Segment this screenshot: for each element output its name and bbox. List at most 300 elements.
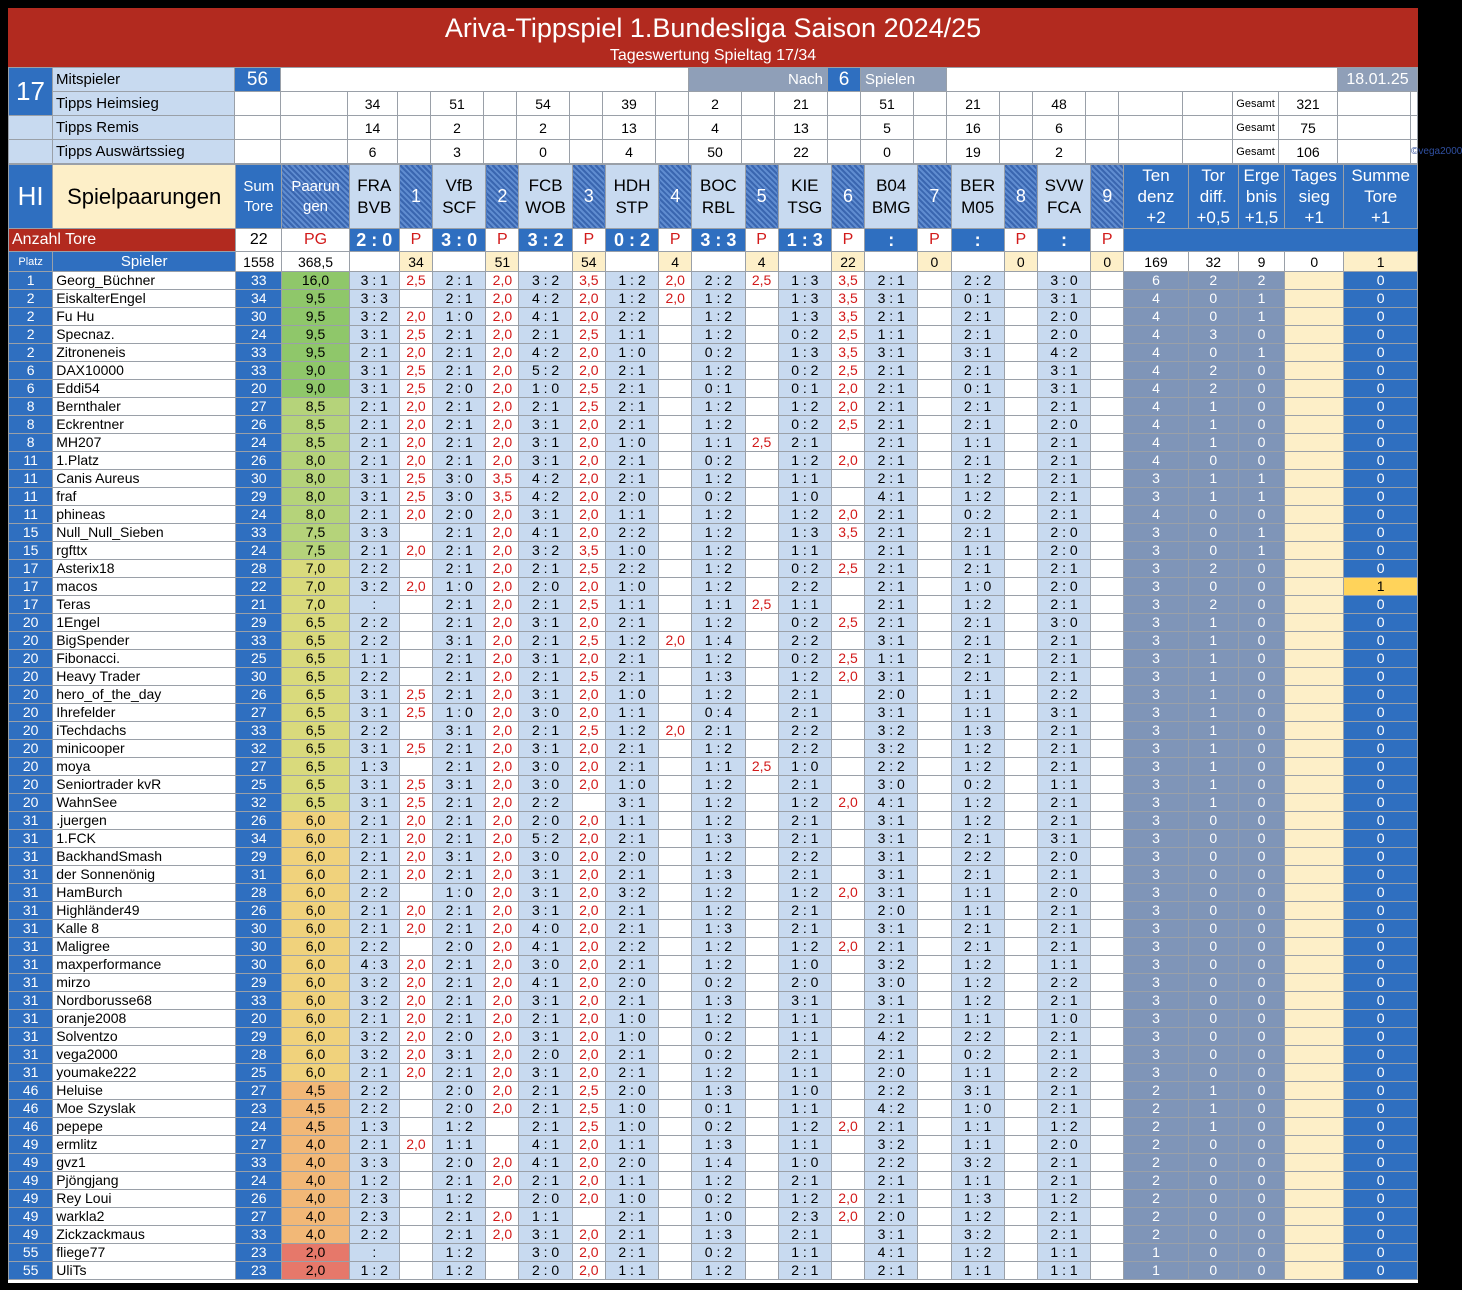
rank: 46 (9, 1100, 53, 1118)
spreadsheet (8, 8, 1462, 1283)
tip-points (831, 1028, 864, 1046)
tip: 1 : 2 (692, 650, 745, 668)
tip-points: 2,5 (831, 326, 864, 344)
tip: 2 : 1 (865, 470, 918, 488)
table-row (9, 758, 1418, 776)
tip: 4 : 2 (865, 1028, 918, 1046)
ergebnis: 0 (1238, 956, 1284, 974)
tordiff: 0 (1188, 578, 1238, 596)
tip: 1 : 2 (605, 722, 658, 740)
summe-tore: 0 (1344, 1172, 1418, 1190)
cell (778, 252, 831, 272)
tip: 3 : 1 (865, 830, 918, 848)
tip: 4 : 3 (349, 956, 399, 974)
tip-points: 2,0 (486, 758, 519, 776)
tip-points: 2,0 (572, 920, 605, 938)
tips-total: 106 (1279, 140, 1338, 164)
tip: 2 : 1 (433, 452, 486, 470)
tip: 2 : 1 (865, 1262, 918, 1280)
tip: 1 : 2 (951, 470, 1004, 488)
tip: 2 : 1 (1037, 938, 1090, 956)
tagessieg (1285, 1010, 1344, 1028)
tip: 2 : 1 (778, 866, 831, 884)
summe-tore: 0 (1344, 650, 1418, 668)
tip: 2 : 2 (349, 1226, 399, 1244)
tip: 0 : 2 (951, 1046, 1004, 1064)
tordiff: 1 (1188, 704, 1238, 722)
tagessieg (1285, 650, 1344, 668)
player-name: EiskalterEngel (53, 290, 236, 308)
cell (235, 116, 281, 140)
tip-points: 2,0 (399, 956, 432, 974)
cell (865, 252, 918, 272)
tip: 0 : 1 (692, 1100, 745, 1118)
tip-points (918, 506, 951, 524)
tip-points: 2,5 (399, 776, 432, 794)
tip-points (1004, 614, 1037, 632)
tip: 1 : 2 (433, 1262, 486, 1280)
tip: 2 : 1 (605, 956, 658, 974)
tip: 3 : 1 (349, 794, 399, 812)
cell (828, 140, 861, 164)
tip: 2 : 1 (433, 290, 486, 308)
tip: 2 : 0 (865, 1208, 918, 1226)
tip-points: 2,0 (831, 1208, 864, 1226)
tip-points: 2,0 (399, 1046, 432, 1064)
tip-points (659, 1046, 692, 1064)
tip-points (831, 740, 864, 758)
tip: 2 : 1 (349, 1064, 399, 1082)
tip-points (1004, 560, 1037, 578)
tip: 3 : 2 (349, 992, 399, 1010)
tip-points (1091, 1064, 1124, 1082)
tip-points (659, 830, 692, 848)
tip: 2 : 0 (1037, 326, 1090, 344)
player-name: Heavy Trader (53, 668, 236, 686)
tip: 3 : 3 (349, 290, 399, 308)
tip: 1 : 1 (951, 1118, 1004, 1136)
match-header-3: FCB WOB (519, 165, 572, 229)
match-result-8: : (951, 229, 1004, 252)
tip: 2 : 1 (1037, 794, 1090, 812)
tips-total: 75 (1279, 116, 1338, 140)
tip-points: 3,5 (572, 542, 605, 560)
tips-value: 3 (431, 140, 484, 164)
tip-points: 2,5 (745, 758, 778, 776)
tip: 2 : 1 (778, 830, 831, 848)
tip: 3 : 0 (519, 848, 572, 866)
tip: 1 : 2 (951, 596, 1004, 614)
tip-points (745, 650, 778, 668)
player-name: iTechdachs (53, 722, 236, 740)
tip: 2 : 1 (433, 866, 486, 884)
tip-points (918, 632, 951, 650)
table-row (9, 1064, 1418, 1082)
tordiff: 0 (1188, 1244, 1238, 1262)
match-sum-8: 0 (1004, 252, 1037, 272)
tip: 5 : 2 (519, 830, 572, 848)
tip-points (745, 794, 778, 812)
tip: 2 : 0 (433, 1154, 486, 1172)
tip-points (745, 578, 778, 596)
tip: 2 : 1 (433, 830, 486, 848)
tip-points: 2,5 (399, 470, 432, 488)
cell (656, 140, 689, 164)
ergebnis: 1 (1238, 488, 1284, 506)
score: 6,5 (282, 722, 349, 740)
tip: 0 : 2 (778, 362, 831, 380)
summe-tore: 0 (1344, 326, 1418, 344)
tip: 3 : 0 (519, 1244, 572, 1262)
tendenz: 3 (1124, 776, 1188, 794)
tendenz: 2 (1124, 1118, 1188, 1136)
tip-points (659, 1172, 692, 1190)
tip-points (1004, 812, 1037, 830)
tip-points (399, 290, 432, 308)
tip: 1 : 2 (692, 812, 745, 830)
tordiff: 2 (1188, 362, 1238, 380)
tip: 2 : 1 (951, 632, 1004, 650)
ergebnis: 0 (1238, 1226, 1284, 1244)
tip: 3 : 1 (865, 848, 918, 866)
tip: 2 : 1 (951, 452, 1004, 470)
tip: 2 : 1 (951, 938, 1004, 956)
tip-points (1004, 794, 1037, 812)
match-sum-6: 22 (831, 252, 864, 272)
tip-points (918, 686, 951, 704)
tip: 0 : 2 (692, 1028, 745, 1046)
score: 2,0 (282, 1262, 349, 1280)
summe-tore: 0 (1344, 1118, 1418, 1136)
tip-points (918, 938, 951, 956)
tip: 2 : 1 (1037, 668, 1090, 686)
player-name: vega2000 (53, 1046, 236, 1064)
tip: 0 : 2 (692, 488, 745, 506)
tip-points (572, 794, 605, 812)
tip-points: 2,0 (399, 1010, 432, 1028)
tip-points (745, 344, 778, 362)
tip: 2 : 1 (778, 434, 831, 452)
cell (1086, 140, 1119, 164)
cell (398, 140, 431, 164)
tip: 2 : 1 (519, 398, 572, 416)
tip: 2 : 1 (865, 542, 918, 560)
ergebnis: 0 (1238, 668, 1284, 686)
tip-points (1091, 1082, 1124, 1100)
summe-tore: 0 (1344, 704, 1418, 722)
rank: 49 (9, 1190, 53, 1208)
tip-points: 2,0 (399, 992, 432, 1010)
tip: 3 : 1 (605, 794, 658, 812)
tip-points (918, 560, 951, 578)
player-name: Fu Hu (53, 308, 236, 326)
tip: 2 : 2 (605, 938, 658, 956)
tip: 2 : 1 (1037, 920, 1090, 938)
tip: 2 : 0 (519, 1046, 572, 1064)
sum-tore: 33 (236, 524, 282, 542)
score: 6,0 (282, 830, 349, 848)
table-row (9, 722, 1418, 740)
tip-points (745, 1244, 778, 1262)
tip-points (918, 434, 951, 452)
rank: 31 (9, 974, 53, 992)
tendenz: 3 (1124, 578, 1188, 596)
tordiff: 0 (1188, 848, 1238, 866)
tip-points: 2,0 (486, 830, 519, 848)
table-row (9, 632, 1418, 650)
tip-points: 2,0 (831, 1118, 864, 1136)
table-row (9, 902, 1418, 920)
tip-points (831, 848, 864, 866)
tip-points: 2,0 (486, 596, 519, 614)
tip: 2 : 3 (778, 1208, 831, 1226)
tip-points (918, 1100, 951, 1118)
tordiff: 0 (1188, 992, 1238, 1010)
tip: 1 : 2 (692, 542, 745, 560)
player-name: DAX10000 (53, 362, 236, 380)
player-name: Ihrefelder (53, 704, 236, 722)
tip-points: 2,0 (572, 578, 605, 596)
tagessieg (1285, 812, 1344, 830)
score: 6,0 (282, 848, 349, 866)
tip: 2 : 1 (778, 704, 831, 722)
tip: 1 : 1 (605, 596, 658, 614)
tordiff: 1 (1188, 794, 1238, 812)
tip-points: 2,5 (572, 1118, 605, 1136)
tip: 2 : 1 (519, 1010, 572, 1028)
tip-points (659, 794, 692, 812)
tip: 1 : 1 (951, 884, 1004, 902)
tip-points: 2,0 (572, 1262, 605, 1280)
player-name: Maligree (53, 938, 236, 956)
tip-points (1004, 326, 1037, 344)
tip: 1 : 3 (692, 866, 745, 884)
tip-points (1004, 1262, 1037, 1280)
sum-tore: 27 (236, 1136, 282, 1154)
tip: 1 : 1 (778, 1010, 831, 1028)
tip-points (659, 452, 692, 470)
tordiff: 1 (1188, 758, 1238, 776)
tip: 1 : 2 (692, 290, 745, 308)
tip-points (1004, 488, 1037, 506)
tip-points: 2,5 (399, 488, 432, 506)
tordiff: 1 (1188, 434, 1238, 452)
ergebnis: 0 (1238, 1100, 1284, 1118)
tips-value: 2 (689, 92, 742, 116)
rank: 20 (9, 704, 53, 722)
tendenz: 4 (1124, 434, 1188, 452)
p-label: P (659, 229, 692, 252)
tip-points: 2,0 (572, 434, 605, 452)
tordiff: 0 (1188, 1046, 1238, 1064)
tip: 3 : 1 (349, 272, 399, 290)
games-label: Spielen (861, 68, 947, 92)
tip: 3 : 1 (433, 776, 486, 794)
tagessieg (1285, 1064, 1344, 1082)
tip: 2 : 0 (433, 380, 486, 398)
tip-points: 2,0 (572, 614, 605, 632)
match-number-5: 5 (745, 165, 778, 229)
tip: 1 : 2 (692, 524, 745, 542)
player-name: MH207 (53, 434, 236, 452)
tordiff: 0 (1188, 1262, 1238, 1280)
tip: 2 : 1 (865, 452, 918, 470)
tip-points (918, 452, 951, 470)
table-row (9, 884, 1418, 902)
tip: 0 : 2 (692, 452, 745, 470)
tip: 1 : 2 (951, 812, 1004, 830)
sum-tore: 28 (236, 560, 282, 578)
tip: 1 : 4 (692, 632, 745, 650)
tip-points (745, 1226, 778, 1244)
rank: 31 (9, 830, 53, 848)
score: 6,5 (282, 740, 349, 758)
tip-points (659, 902, 692, 920)
tip-points (1091, 524, 1124, 542)
table-row (9, 776, 1418, 794)
tip: 1 : 3 (692, 1136, 745, 1154)
tip-points: 2,0 (572, 524, 605, 542)
tip-points: 2,0 (486, 326, 519, 344)
tip-points (1004, 452, 1037, 470)
tip: 3 : 1 (349, 326, 399, 344)
table-row (9, 866, 1418, 884)
tordiff: 0 (1188, 956, 1238, 974)
tip-points (659, 416, 692, 434)
tip: 2 : 1 (1037, 560, 1090, 578)
tip: 2 : 1 (951, 614, 1004, 632)
tip-points (918, 668, 951, 686)
sum-tore: 32 (236, 794, 282, 812)
summe-tore: 0 (1344, 1226, 1418, 1244)
tip: 3 : 2 (865, 956, 918, 974)
p-label: P (572, 229, 605, 252)
tagessieg (1285, 632, 1344, 650)
match-header-6: KIE TSG (778, 165, 831, 229)
tip-points (1091, 1208, 1124, 1226)
tendenz: 3 (1124, 974, 1188, 992)
table-row (9, 740, 1418, 758)
tip: 3 : 1 (865, 866, 918, 884)
tip-points (745, 920, 778, 938)
p-label: P (831, 229, 864, 252)
tip: 2 : 2 (692, 272, 745, 290)
tips-value: 51 (861, 92, 914, 116)
player-name: Asterix18 (53, 560, 236, 578)
tip: 3 : 1 (865, 884, 918, 902)
rank: 20 (9, 668, 53, 686)
score: 7,5 (282, 524, 349, 542)
sum-tore: 31 (236, 866, 282, 884)
tip: 3 : 0 (433, 488, 486, 506)
tip-points: 2,0 (399, 344, 432, 362)
rank: 20 (9, 758, 53, 776)
ergebnis: 0 (1238, 452, 1284, 470)
tip-points: 2,0 (572, 1136, 605, 1154)
tip-points: 2,5 (399, 326, 432, 344)
tip: 1 : 0 (433, 884, 486, 902)
sum-tore: 30 (236, 470, 282, 488)
tip: 1 : 2 (951, 758, 1004, 776)
tip: 4 : 2 (519, 488, 572, 506)
tip: 1 : 1 (519, 1208, 572, 1226)
tip-points (1091, 812, 1124, 830)
match-number-2: 2 (486, 165, 519, 229)
match-sum-4: 4 (659, 252, 692, 272)
tip-points (745, 524, 778, 542)
tip: 2 : 2 (778, 722, 831, 740)
tip-points (831, 470, 864, 488)
tip-points (1091, 1010, 1124, 1028)
tip-points (659, 434, 692, 452)
tordiff: 0 (1188, 452, 1238, 470)
tip: 1 : 1 (951, 704, 1004, 722)
score: 6,0 (282, 884, 349, 902)
tip-points (1091, 308, 1124, 326)
cell (9, 116, 53, 140)
tips-value: 0 (861, 140, 914, 164)
tips-label: Tipps Remis (53, 116, 235, 140)
summe-tore: 0 (1344, 938, 1418, 956)
tip: 2 : 1 (865, 434, 918, 452)
tagessieg (1285, 470, 1344, 488)
tip: 2 : 1 (519, 632, 572, 650)
tips-value: 48 (1033, 92, 1086, 116)
tip-points (486, 1136, 519, 1154)
tip: 1 : 0 (605, 578, 658, 596)
tendenz: 3 (1124, 1028, 1188, 1046)
tip: 4 : 2 (519, 470, 572, 488)
tip-points (1004, 470, 1037, 488)
tip-points: 2,0 (486, 632, 519, 650)
score: 4,5 (282, 1118, 349, 1136)
tip: 2 : 1 (865, 506, 918, 524)
tip: 1 : 2 (692, 362, 745, 380)
sum-tore: 24 (236, 434, 282, 452)
tip: 2 : 0 (519, 578, 572, 596)
tip-points (918, 524, 951, 542)
player-name: maxperformance (53, 956, 236, 974)
tip-points (486, 1118, 519, 1136)
tip: 3 : 1 (951, 344, 1004, 362)
tip: 2 : 0 (519, 1262, 572, 1280)
match-header-7: B04 BMG (865, 165, 918, 229)
ergebnis: 0 (1238, 1154, 1284, 1172)
tip: 1 : 2 (433, 1118, 486, 1136)
table-row (9, 704, 1418, 722)
tip-points (659, 866, 692, 884)
tip-points (745, 416, 778, 434)
tip: 2 : 1 (519, 596, 572, 614)
tip-points (1091, 1028, 1124, 1046)
tagessieg (1285, 596, 1344, 614)
tagessieg (1285, 722, 1344, 740)
tip-points (1091, 902, 1124, 920)
tip-points (831, 704, 864, 722)
tip-points (659, 920, 692, 938)
ergebnis: 1 (1238, 344, 1284, 362)
tip-points (659, 542, 692, 560)
tip-points (831, 1136, 864, 1154)
tip: 1 : 0 (433, 578, 486, 596)
score: 6,0 (282, 992, 349, 1010)
tip-points (918, 776, 951, 794)
tip-points (918, 1082, 951, 1100)
cell (570, 140, 603, 164)
tips-value: 0 (517, 140, 570, 164)
tip-points: 2,0 (572, 740, 605, 758)
player-name: .juergen (53, 812, 236, 830)
